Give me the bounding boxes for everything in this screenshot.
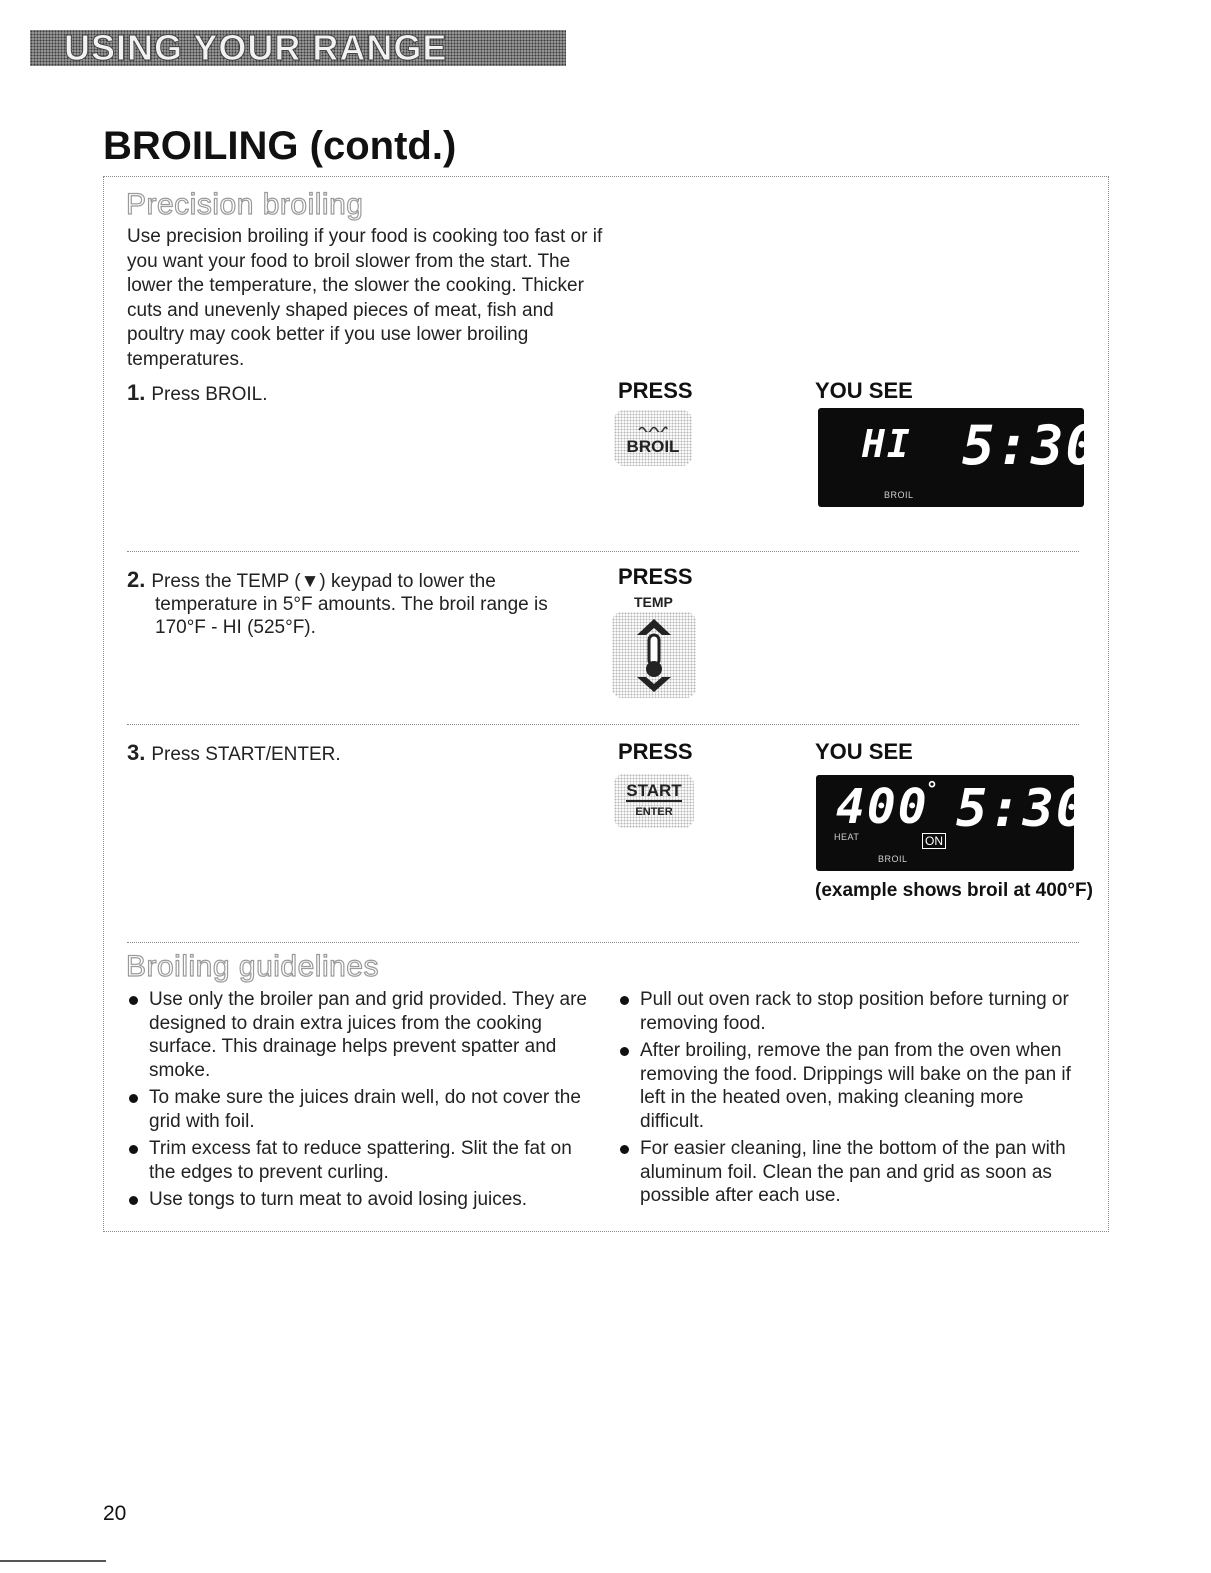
step-2-text-line-1: Press the TEMP (▼) keypad to lower the (151, 571, 496, 592)
display-broil-indicator: BROIL (884, 490, 914, 500)
list-item: After broiling, remove the pan from the oven when removing the food. Drippings will bake on the pan if left in the heated oven, making cleaning more difficult. (618, 1039, 1088, 1133)
banner-title: USING YOUR RANGE (64, 27, 448, 68)
page-number: 20 (103, 1502, 127, 1525)
oven-display-step-3 (816, 775, 1090, 871)
step-3-you-see-label: YOU SEE (815, 739, 913, 764)
enter-key-label: ENTER (635, 805, 673, 818)
divider (127, 942, 1079, 943)
step-2-text-line-3: 170°F - HI (525°F). (155, 617, 316, 638)
display-degree-symbol: ° (926, 777, 941, 801)
display-time-readout: 5:30 (956, 779, 1090, 839)
step-2-number: 2. (127, 567, 146, 592)
broil-keypad[interactable] (614, 410, 692, 466)
display-temp-readout: 400 (836, 779, 929, 835)
list-item: Use only the broiler pan and grid provided. They are designed to drain extra juices from the cooking surface. This drainage helps prevent spatter and smoke. (127, 988, 597, 1082)
step-3-instruction (127, 741, 341, 766)
step-3-press-label: PRESS (618, 739, 693, 764)
list-item: To make sure the juices drain well, do not cover the grid with foil. (127, 1086, 597, 1133)
list-item: For easier cleaning, line the bottom of the pan with aluminum foil. Clean the pan and grid as soon as possible after each use. (618, 1137, 1088, 1208)
display-heat-indicator: HEAT (834, 832, 860, 842)
step-3-number: 3. (127, 740, 146, 765)
oven-display-step-1 (818, 408, 1101, 507)
step-3-text: Press START/ENTER. (151, 744, 341, 765)
broil-key-label: BROIL (626, 437, 680, 456)
list-item: Trim excess fat to reduce spattering. Slit the fat on the edges to prevent curling. (127, 1137, 597, 1184)
step-2-press-label: PRESS (618, 564, 693, 589)
section-heading-guidelines: Broiling guidelines (126, 950, 379, 983)
temp-key-label: TEMP (634, 594, 673, 610)
divider (127, 724, 1079, 725)
broil-element-icon (638, 424, 668, 432)
display-broil-indicator: BROIL (878, 854, 908, 864)
intro-paragraph: Use precision broiling if your food is cooking too fast or if you want your food to broil slower from the start. The lower the temperature, the slower the cooking. Thicker cuts and unevenly shaped pieces of meat, fish and poultry may cook better if you use lower broiling temperatures. (127, 226, 603, 370)
section-heading-precision: Precision broiling (126, 188, 364, 221)
start-enter-keypad[interactable] (614, 774, 694, 828)
display-on-badge: ON (922, 833, 946, 849)
step-2-instruction (127, 568, 548, 639)
display-temp-readout: HI (862, 422, 912, 466)
section-banner (30, 27, 566, 68)
step-1-you-see-label: YOU SEE (815, 378, 913, 403)
page-title: BROILING (contd.) (103, 124, 457, 168)
step-1-instruction (127, 381, 268, 406)
guidelines-left-list (127, 988, 597, 1216)
list-item: Use tongs to turn meat to avoid losing juices. (127, 1188, 597, 1212)
step-1-press-label: PRESS (618, 378, 693, 403)
list-item: Pull out oven rack to stop position before turning or removing food. (618, 988, 1088, 1035)
temp-arrows-icon (631, 615, 677, 695)
step-1-text: Press BROIL. (151, 384, 268, 405)
divider (127, 551, 1079, 552)
step-2-text-line-2: temperature in 5°F amounts. The broil range is (155, 594, 548, 615)
display-caption: (example shows broil at 400°F) (815, 880, 1093, 901)
step-1-number: 1. (127, 380, 146, 405)
temp-keypad[interactable] (612, 612, 696, 698)
footer-rule (0, 1560, 106, 1562)
guidelines-right-list (618, 988, 1088, 1212)
display-time-readout: 5:30 (962, 414, 1101, 477)
start-key-label: START (626, 780, 682, 800)
